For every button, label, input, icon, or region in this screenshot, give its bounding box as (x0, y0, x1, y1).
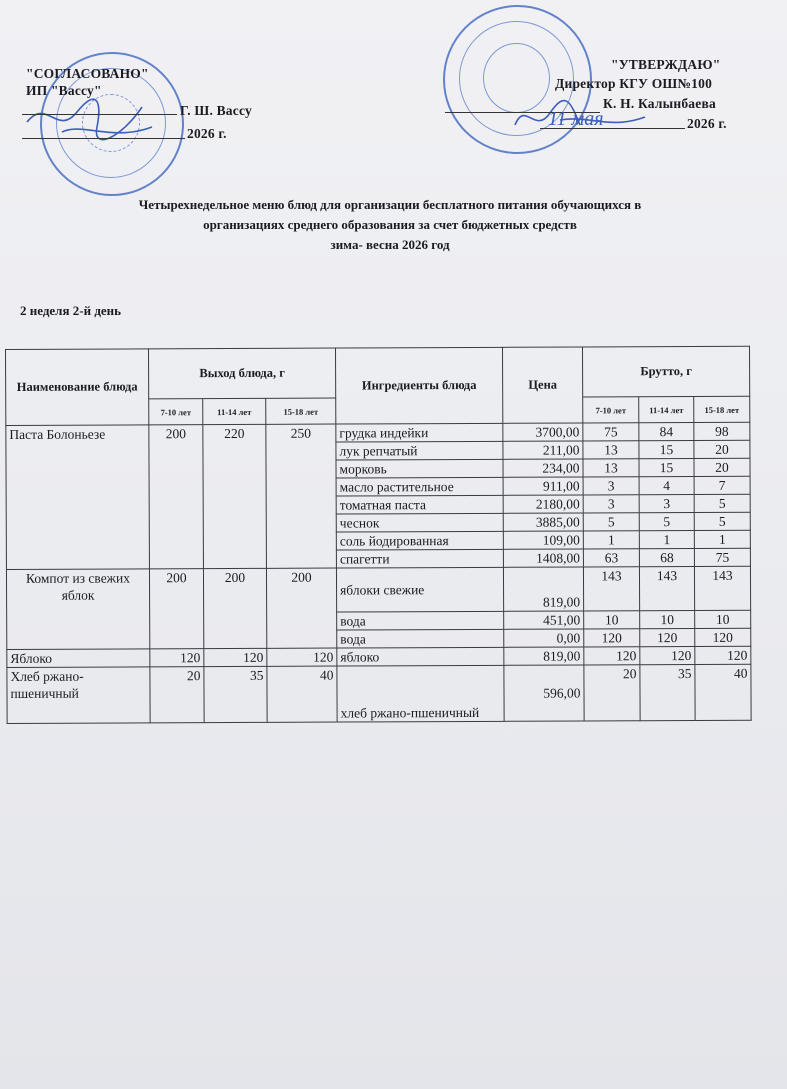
ingredient-price: 211,00 (503, 441, 583, 459)
brutto-value: 1 (694, 530, 750, 548)
ingredient-price: 819,00 (503, 567, 583, 611)
ingredient-price: 109,00 (503, 531, 583, 549)
ingredient-name: яблоко (337, 647, 504, 666)
approval-left-org: ИП "Вассу" (26, 83, 102, 98)
dish-output: 200 (149, 425, 204, 569)
dish-output: 200 (266, 568, 336, 648)
brutto-value: 13 (583, 459, 639, 477)
brutto-value: 3 (583, 477, 639, 495)
ingredient-name: чеснок (336, 513, 503, 532)
header-output-age-1: 7-10 лет (149, 399, 203, 425)
ingredient-name: томатная паста (336, 495, 503, 514)
approval-right-year: 2026 г. (687, 116, 727, 131)
brutto-value: 143 (583, 567, 639, 611)
dish-output: 40 (267, 666, 337, 722)
approval-left-signer: Г. Ш. Вассу (180, 103, 252, 118)
ingredient-price: 451,00 (504, 611, 584, 629)
dish-output: 200 (149, 569, 203, 649)
brutto-value: 10 (584, 611, 640, 629)
week-day-label: 2 неделя 2-й день (20, 303, 122, 318)
approval-left-dateline (22, 138, 185, 139)
ingredient-price: 234,00 (503, 459, 583, 477)
ingredient-price: 3885,00 (503, 513, 583, 531)
ingredient-name: вода (337, 629, 504, 648)
brutto-value: 5 (694, 494, 750, 512)
brutto-value: 143 (694, 566, 750, 610)
brutto-value: 35 (640, 664, 695, 720)
header-output-age-3: 15-18 лет (266, 398, 336, 424)
brutto-value: 20 (584, 665, 640, 721)
brutto-value: 1 (639, 530, 694, 548)
header-brutto-age-1: 7-10 лет (583, 397, 639, 423)
title-line-2: организациях среднего образования за счет бюджетных средств (203, 217, 577, 232)
brutto-value: 5 (639, 512, 694, 530)
brutto-value: 5 (694, 512, 750, 530)
dish-output: 220 (203, 424, 267, 568)
header-dish-name: Наименование блюда (6, 349, 149, 426)
dish-name: Компот из свежих яблок (6, 569, 149, 650)
ingredient-price: 911,00 (503, 477, 583, 495)
table-row (6, 566, 750, 613)
brutto-value: 75 (583, 423, 639, 441)
dish-output: 35 (204, 666, 267, 722)
brutto-value: 3 (583, 495, 639, 513)
approval-left-year: 2026 г. (187, 126, 227, 141)
ingredient-price: 3700,00 (503, 423, 583, 441)
header-ingredients: Ингредиенты блюда (336, 347, 503, 424)
ingredient-price: 2180,00 (503, 495, 583, 513)
brutto-value: 75 (694, 548, 750, 566)
ingredient-name: грудка индейки (336, 423, 503, 442)
brutto-value: 20 (694, 440, 750, 458)
table-row (7, 664, 751, 723)
approval-right-handwritten-date: 11 мая (548, 108, 604, 130)
ingredient-name: вода (337, 611, 504, 630)
brutto-value: 20 (694, 458, 750, 476)
brutto-value: 120 (584, 647, 640, 665)
ingredient-name: спагетти (336, 549, 503, 568)
approval-left-label: "СОГЛАСОВАНО" (26, 66, 149, 81)
ingredient-price: 1408,00 (503, 549, 583, 567)
brutto-value: 68 (639, 548, 694, 566)
approval-right-label: "УТВЕРЖДАЮ" (611, 57, 721, 72)
header-brutto-age-2: 11-14 лет (639, 396, 694, 422)
menu-table (5, 346, 752, 724)
header-brutto: Брутто, г (583, 346, 750, 397)
dish-name: Хлеб ржано-пшеничный (7, 667, 150, 724)
title-line-1: Четырехнедельное меню блюд для организации бесплатного питания обучающихся в (138, 197, 642, 212)
ingredient-name: соль йодированная (336, 531, 503, 550)
dish-output: 200 (203, 568, 266, 648)
brutto-value: 15 (639, 458, 694, 476)
brutto-value: 120 (695, 628, 751, 646)
header-brutto-age-3: 15-18 лет (694, 396, 750, 422)
document-title (40, 195, 740, 255)
ingredient-price: 0,00 (504, 629, 584, 647)
brutto-value: 7 (694, 476, 750, 494)
brutto-value: 13 (583, 441, 639, 459)
approval-left-signline (22, 114, 177, 115)
ingredient-name: яблоки свежие (336, 567, 503, 612)
approval-right-signer: К. Н. Калынбаева (603, 96, 716, 111)
brutto-value: 120 (584, 629, 640, 647)
header-output-age-2: 11-14 лет (203, 398, 266, 424)
dish-output: 250 (266, 424, 337, 568)
ingredient-price: 596,00 (504, 665, 584, 721)
dish-name: Яблоко (7, 649, 150, 668)
header-output: Выход блюда, г (149, 348, 336, 399)
brutto-value: 1 (583, 531, 639, 549)
brutto-value: 10 (695, 610, 751, 628)
brutto-value: 10 (640, 610, 695, 628)
ingredient-price: 819,00 (504, 647, 584, 665)
brutto-value: 5 (583, 513, 639, 531)
dish-output: 20 (150, 667, 204, 723)
dish-output: 120 (150, 649, 204, 667)
brutto-value: 120 (640, 646, 695, 664)
approval-right-position: Директор КГУ ОШ№100 (555, 76, 713, 91)
ingredient-name: лук репчатый (336, 441, 503, 460)
brutto-value: 120 (695, 646, 751, 664)
signature-left (22, 92, 192, 152)
dish-output: 120 (204, 648, 267, 666)
header-price: Цена (503, 347, 583, 423)
brutto-value: 120 (640, 628, 695, 646)
brutto-value: 84 (639, 422, 694, 440)
ingredient-name: хлеб ржано-пшеничный (337, 665, 504, 722)
brutto-value: 4 (639, 476, 694, 494)
dish-name: Паста Болоньезе (6, 425, 150, 570)
brutto-value: 3 (639, 494, 694, 512)
brutto-value: 98 (694, 422, 750, 440)
dish-output: 120 (267, 648, 337, 666)
ingredient-name: морковь (336, 459, 503, 478)
brutto-value: 143 (639, 566, 694, 610)
title-line-3: зима- весна 2026 год (330, 237, 450, 252)
brutto-value: 63 (583, 549, 639, 567)
brutto-value: 15 (639, 440, 694, 458)
brutto-value: 40 (695, 664, 751, 720)
ingredient-name: масло растительное (336, 477, 503, 496)
